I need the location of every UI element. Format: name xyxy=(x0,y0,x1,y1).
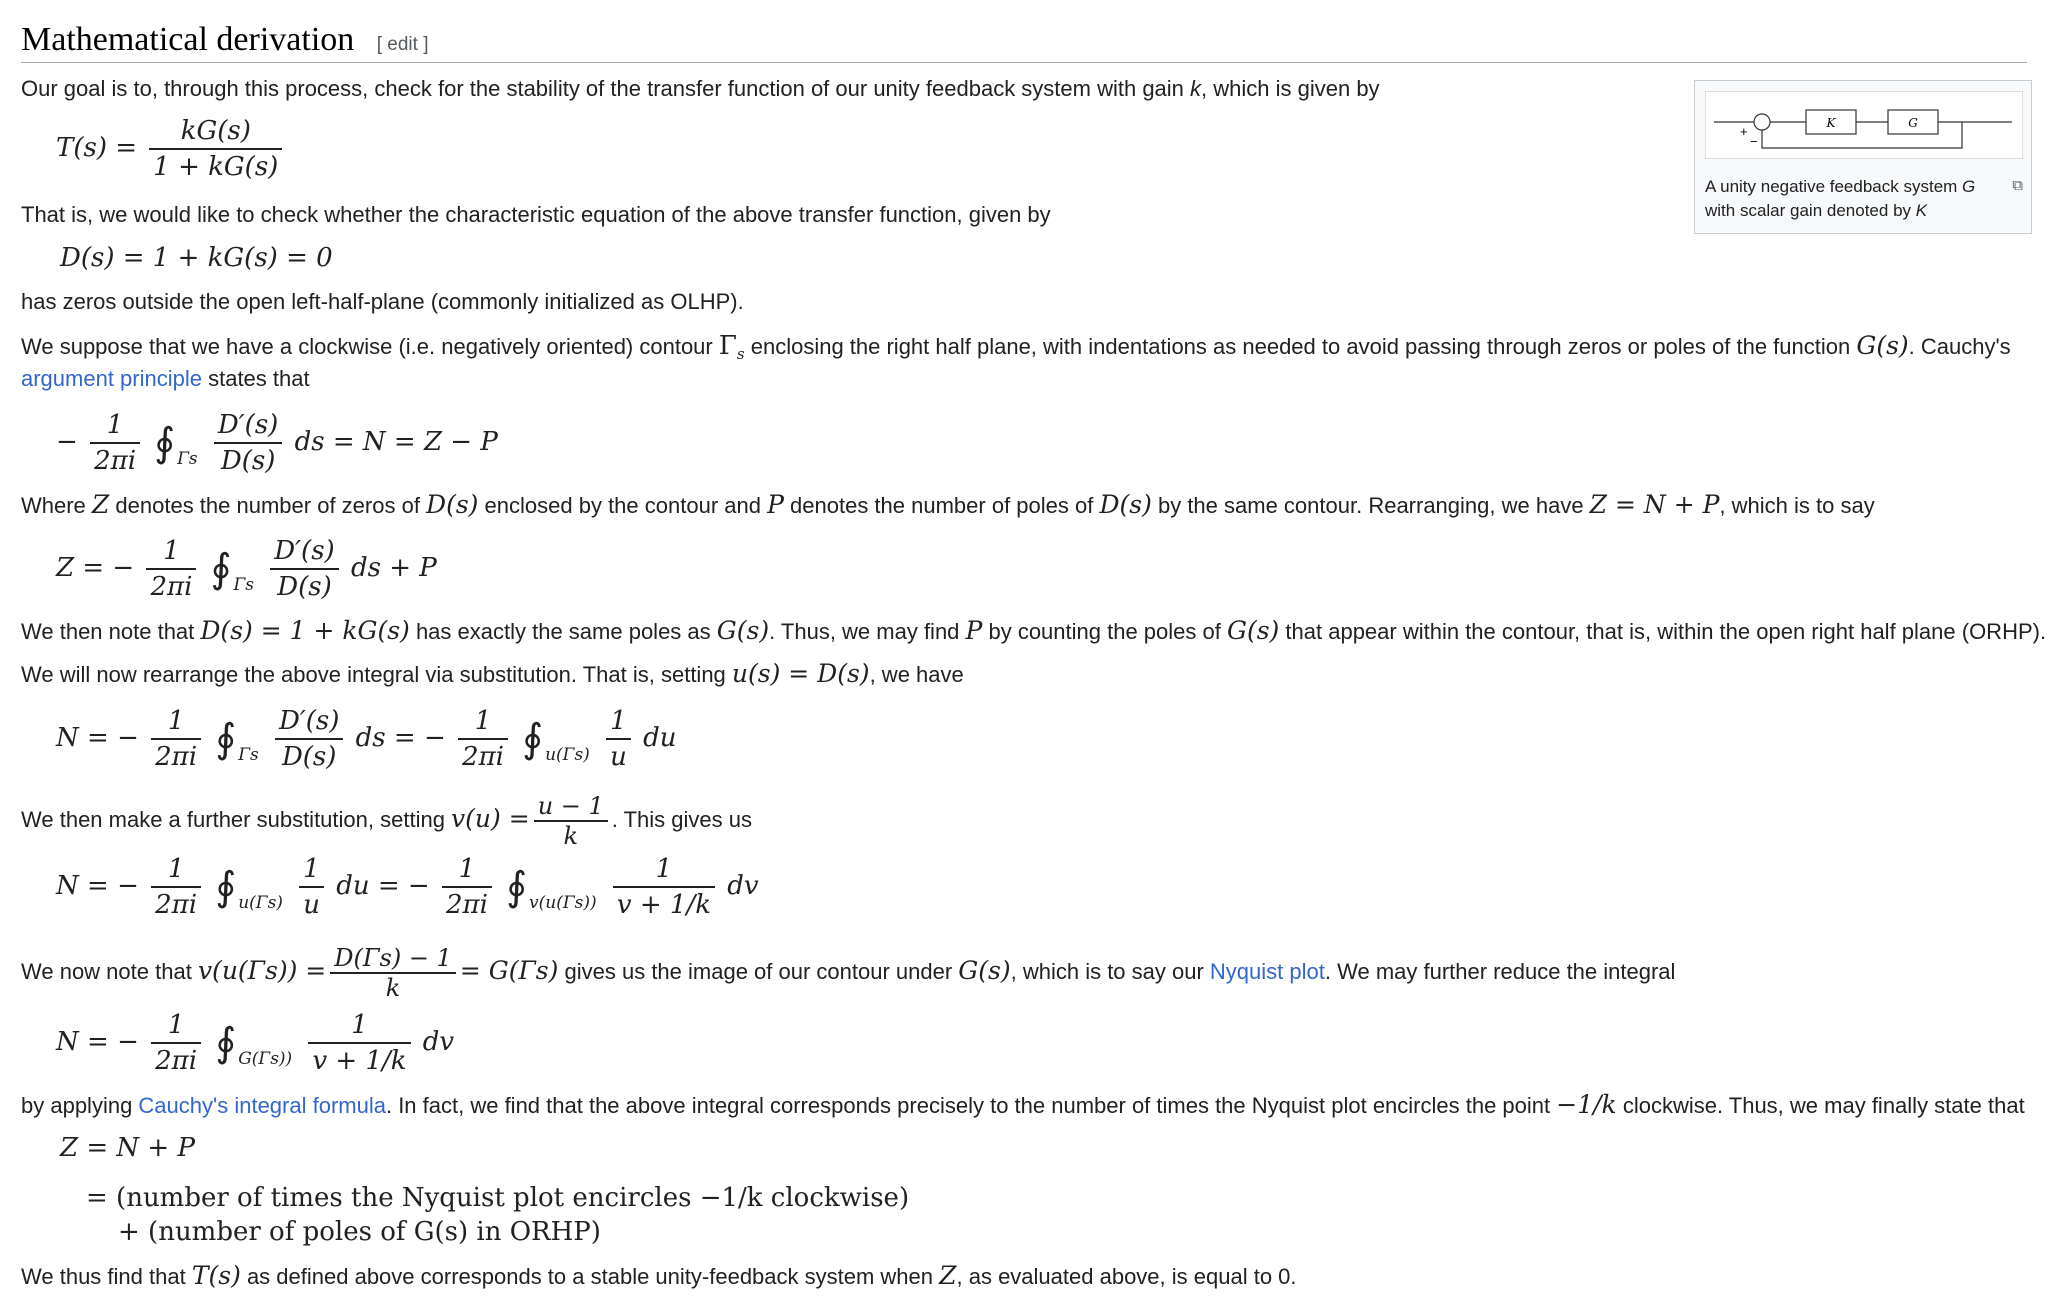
block-k-label: K xyxy=(1826,116,1836,130)
equation-final-line1: Z = N + P xyxy=(60,1133,195,1163)
equation-n2: N = − $\frac{1}{2\pi i}$ ∮ $_{u(\Gamma s)}$ $\frac{1}{u}$ du = − $\frac{1}{2\pi i}$ ∮ $_{v(u(\Gamma s))}$ $\frac{1}{v + 1/k}$ dv xyxy=(56,854,759,920)
paragraph-goal: Our goal is to, through this process, check for the stability of the transfer function of our unity feedback system with gain k, which is given by xyxy=(21,76,1380,101)
link-argument-principle[interactable]: argument principle xyxy=(21,366,202,391)
link-nyquist-plot[interactable]: Nyquist plot xyxy=(1209,958,1325,984)
equation-transfer-function: T(s) = $\frac{kG(s)}{1 + kG(s)}$ xyxy=(56,114,286,184)
paragraph-contour-cont: argument principle states that xyxy=(21,366,310,391)
equation-argument-principle: − $\frac{1}{2\pi i}$ ∮ $_{\Gamma s}$ $\frac{D'(s)}{D(s)}$ ds = N = Z − P xyxy=(56,410,498,476)
paragraph-characteristic: That is, we would like to check whether the characteristic equation of the above transfer function, given by xyxy=(21,202,1051,227)
minus-sign: − xyxy=(1750,134,1758,149)
paragraph-where: Where Z denotes the number of zeros of D(s) enclosed by the contour and P denotes the number of poles of D(s) by the same contour. Rearranging, we have Z = N + P, which is to say xyxy=(21,490,1875,519)
equation-n3: N = − $\frac{1}{2\pi i}$ ∮ $_{G(\Gamma s))}$ $\frac{1}{v + 1/k}$ dv xyxy=(56,1010,455,1076)
paragraph-substitution: We will now rearrange the above integral via substitution. That is, setting u(s) = D(s), we have xyxy=(21,659,964,688)
equation-final-line3: + (number of poles of G(s) in ORHP) xyxy=(118,1217,601,1247)
figure-caption: A unity negative feedback system G with scalar gain denoted by K xyxy=(1705,177,1976,220)
edit-link[interactable]: [ edit ] xyxy=(376,34,429,55)
equation-final-line2: = (number of times the Nyquist plot encircles −1/k clockwise) xyxy=(86,1183,910,1213)
enlarge-icon[interactable]: ⧉ xyxy=(2012,177,2023,194)
paragraph-cauchy: by applying Cauchy's integral formula. In fact, we find that the above integral corresponds precisely to the number of times the Nyquist plot encircles the point −1/k clockwise. Thus, we may finally state that xyxy=(21,1090,2025,1119)
paragraph-conclusion: We thus find that T(s) as defined above corresponds to a stable unity-feedback system when Z, as evaluated above, is equal to 0. xyxy=(21,1261,1297,1290)
block-g-label: G xyxy=(1908,116,1918,130)
equation-n1: N = − $\frac{1}{2\pi i}$ ∮ $_{\Gamma s}$ $\frac{D'(s)}{D(s)}$ ds = − $\frac{1}{2\pi i}$ ∮ $_{u(\Gamma s)}$ $\frac{1}{u}$ du xyxy=(56,706,677,772)
equation-characteristic: D(s) = 1 + kG(s) = 0 xyxy=(60,243,333,273)
paragraph-contour: We suppose that we have a clockwise (i.e. negatively oriented) contour $\Gamma_s$ enclosing the right half plane, with indentations as needed to avoid passing through zeros or poles of the function G(s). Cauchy's xyxy=(21,331,2011,363)
feedback-diagram[interactable] xyxy=(1705,91,2023,159)
paragraph-further-substitution: We then make a further substitution, setting v(u) = $\frac{u - 1}{k}$ . This gives us xyxy=(21,792,752,850)
figure-thumbnail xyxy=(1694,80,2032,234)
section-heading xyxy=(21,18,2027,63)
paragraph-nyquist: We now note that v(u(Γs)) = $\frac{D(\Gamma s) - 1}{k}$ = G(Γs) gives us the image of our contour under G(s), which is to say our Nyquist plot. We may further reduce the integral xyxy=(21,944,1676,1002)
link-cauchy-integral-formula[interactable]: Cauchy's integral formula xyxy=(138,1093,386,1118)
equation-z: Z = − $\frac{1}{2\pi i}$ ∮ $_{\Gamma s}$ $\frac{D'(s)}{D(s)}$ ds + P xyxy=(56,536,437,602)
section-title: Mathematical derivation xyxy=(21,21,355,58)
block-diagram-svg xyxy=(1706,92,2022,158)
paragraph-poles: We then note that D(s) = 1 + kG(s) has exactly the same poles as G(s). Thus, we may find P by counting the poles of G(s) that appear within the contour, that is, within the open right half plane (ORHP). xyxy=(21,616,2047,645)
paragraph-zeros: has zeros outside the open left-half-plane (commonly initialized as OLHP). xyxy=(21,289,744,314)
plus-sign: + xyxy=(1740,124,1748,139)
